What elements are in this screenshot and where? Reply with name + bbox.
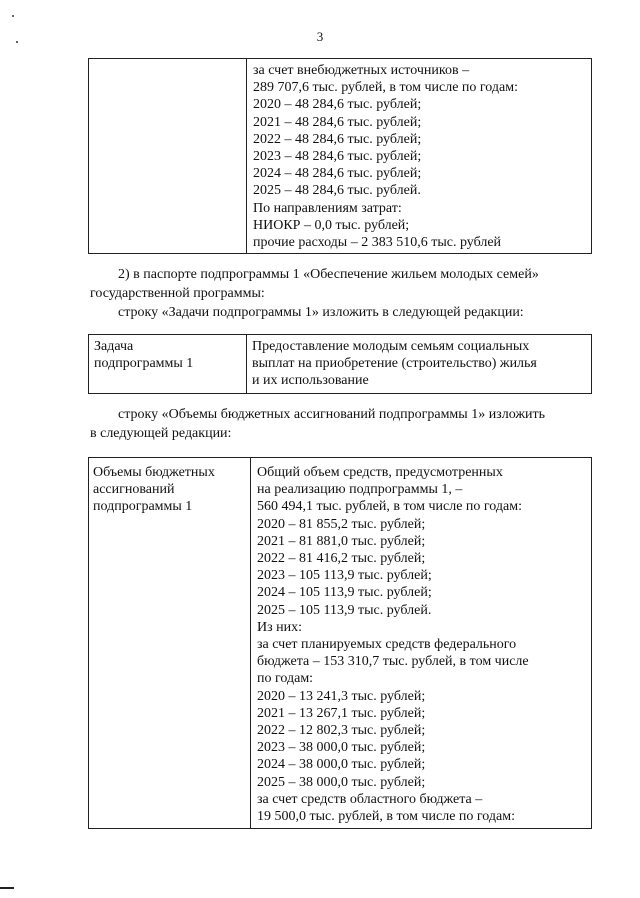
paragraph-line: строку «Задачи подпрограммы 1» изложить в следующей редакции: — [118, 305, 524, 320]
table-cell-line: 2025 – 105 113,9 тыс. рублей. — [257, 602, 432, 618]
table-cell-line: 289 707,6 тыс. рублей, в том числе по годам: — [253, 80, 518, 96]
table-cell-line: Задача — [94, 339, 134, 354]
table-cell-line: 2022 – 48 284,6 тыс. рублей; — [253, 131, 422, 147]
table-subprogram-tasks — [88, 334, 592, 394]
table-cell-line: 2024 – 105 113,9 тыс. рублей; — [257, 585, 432, 601]
table-cell-line: 19 500,0 тыс. рублей, в том числе по годам: — [257, 809, 515, 825]
table-cell-line: прочие расходы – 2 383 510,6 тыс. рублей — [253, 235, 502, 251]
paragraph-line: государственной программы: — [90, 286, 265, 301]
table-cell-line: по годам: — [257, 671, 314, 687]
table-cell-line: 2025 – 48 284,6 тыс. рублей. — [253, 183, 421, 199]
table2-right-cell — [247, 335, 592, 394]
table-cell-line: ассигнований — [93, 482, 175, 498]
margin-mark — [0, 887, 14, 889]
paragraph-budget-allocations — [90, 405, 595, 443]
table-cell-line: 2020 – 81 855,2 тыс. рублей; — [257, 516, 426, 532]
table3-left-cell — [89, 458, 251, 829]
table-cell-line: подпрограммы 1 — [94, 356, 194, 372]
table-cell-line: 2023 – 38 000,0 тыс. рублей; — [257, 740, 426, 756]
table-cell-line: выплат на приобретение (строительство) жилья — [252, 356, 537, 372]
table-budget-allocations — [88, 457, 592, 829]
table-cell-line: за счет планируемых средств федерального — [257, 637, 517, 653]
page-number: 3 — [316, 29, 324, 44]
table-cell-line: НИОКР – 0,0 тыс. рублей; — [253, 217, 410, 233]
table-cell-line: Из них: — [257, 619, 303, 635]
table-cell-line: 2020 – 48 284,6 тыс. рублей; — [253, 97, 422, 113]
table-cell-line: 2020 – 13 241,3 тыс. рублей; — [257, 688, 426, 704]
table-cell-line: 2024 – 38 000,0 тыс. рублей; — [257, 757, 426, 773]
table3-right-cell — [251, 458, 592, 829]
table-cell-line: 560 494,1 тыс. рублей, в том числе по годам: — [257, 499, 522, 515]
table1-left-cell — [89, 59, 247, 254]
table1-right-cell — [247, 59, 592, 254]
table-cell-line: 2021 – 81 881,0 тыс. рублей; — [257, 533, 426, 549]
table-extrabudgetary-funding — [88, 58, 592, 254]
table-cell-line: 2023 – 48 284,6 тыс. рублей; — [253, 149, 422, 165]
paragraph-line: строку «Объемы бюджетных ассигнований подпрограммы 1» изложить — [118, 407, 546, 422]
table-cell-line: 2022 – 81 416,2 тыс. рублей; — [257, 551, 426, 567]
paragraph-line: в следующей редакции: — [90, 426, 232, 441]
table-cell-line: за счет внебюджетных источников – — [253, 63, 470, 78]
table-cell-line: на реализацию подпрограммы 1, – — [257, 482, 463, 498]
table-cell-line: 2025 – 38 000,0 тыс. рублей; — [257, 774, 426, 790]
table-cell-line: подпрограммы 1 — [93, 499, 193, 515]
table2-right-lines — [252, 338, 591, 390]
table-cell-line: 2021 – 13 267,1 тыс. рублей; — [257, 705, 426, 721]
table3-right-lines — [257, 464, 591, 825]
table2-left-cell — [89, 335, 247, 394]
paragraph-subprogram-passport — [90, 265, 595, 322]
table-cell-line: Объемы бюджетных — [93, 465, 215, 480]
table-cell-line: 2023 – 105 113,9 тыс. рублей; — [257, 568, 432, 584]
table-row — [89, 335, 592, 394]
table-cell-line: 2021 – 48 284,6 тыс. рублей; — [253, 114, 422, 130]
paragraph-line: 2) в паспорте подпрограммы 1 «Обеспечение жильем молодых семей» — [118, 267, 539, 282]
table-cell-line: 2022 – 12 802,3 тыс. рублей; — [257, 723, 426, 739]
table-cell-line: Предоставление молодым семьям социальных — [252, 339, 530, 354]
table-cell-line: за счет средств областного бюджета – — [257, 791, 483, 807]
table-cell-line: бюджета – 153 310,7 тыс. рублей, в том числе — [257, 654, 529, 670]
scan-speck — [12, 15, 14, 17]
table1-right-lines — [253, 62, 591, 251]
table-row — [89, 59, 592, 254]
table-cell-line: По направлениям затрат: — [253, 200, 402, 216]
table-cell-line: 2024 – 48 284,6 тыс. рублей; — [253, 166, 422, 182]
table3-left-lines — [93, 464, 250, 516]
table-cell-line: и их использование — [252, 373, 369, 389]
table-cell-line: Общий объем средств, предусмотренных — [257, 465, 503, 480]
table2-left-lines — [94, 338, 246, 372]
table-row — [89, 458, 592, 829]
